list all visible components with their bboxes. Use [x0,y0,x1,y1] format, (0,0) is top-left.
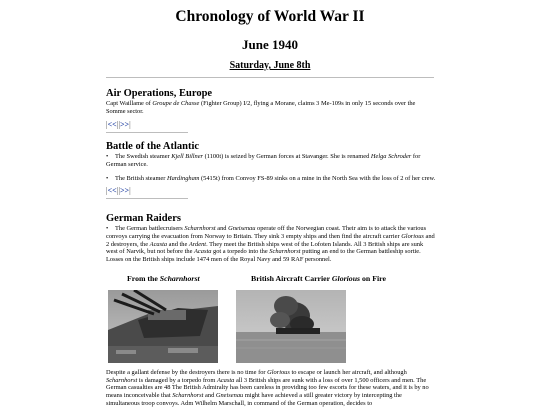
list-item: • The British steamer Hardingham (5415t) from Convoy FS-89 sinks on a mine in the North Sea with the loss of 2 of her crew. [106,174,436,182]
section-battle-atlantic [106,141,436,199]
next-link[interactable]: >> [119,186,130,196]
section-heading: Air Operations, Europe [106,88,213,99]
divider [106,77,434,78]
prev-link[interactable]: << [107,119,117,129]
list-item: • The Swedish steamer Kjell Billner (1100t) is seized by German forces at Stavanger. She is renamed Helga Schroder for German service. [106,153,421,168]
divider [106,198,188,199]
section-german-raiders [106,213,436,264]
date-heading[interactable]: Saturday, June 8th [229,60,311,71]
month-title: June 1940 [242,37,298,52]
section-heading: German Raiders [106,213,181,224]
photo-scharnhorst [108,290,218,363]
next-link[interactable]: >> [119,119,130,129]
section-air-operations [106,88,436,133]
photo-caption-left: From the Scharnhorst [127,274,200,283]
nav-arrows: |<<||>>| [106,186,131,196]
body-paragraph: Despite a gallant defense by the destroyers there is no time for Glorious to escape or launch her aircraft, and although Scharnhorst is damaged by a torpedo from Acasta all 3 British ships are sunk with a loss of over 1,500 officers and men. The German casualties are 48 The British Admiralty has been careless in providing too few escorts for these waters, and it is by no means inconceivable that Scharnhorst and Gneisenau might have achieved a still greater victory by intercepting the simultaneous troop convoys. Adm Wilhelm Marschall, in command of the German operation, decides to [106,369,429,407]
photo-glorious-on-fire [236,290,346,363]
photo-caption-right: British Aircraft Carrier Glorious on Fire [251,274,386,283]
prev-link[interactable]: << [107,186,117,196]
nav-arrows: |<<||>>| [106,119,131,129]
divider [106,132,188,133]
page-title: Chronology of World War II [175,8,365,25]
section-heading: Battle of the Atlantic [106,141,200,152]
section-text: Capt Waillame of Groupe de Chasse (Fighter Group) I/2, flying a Morane, claims 3 Me-109s in only 15 seconds over the Somme sector. [106,100,416,115]
list-item: • The German battlecruisers Scharnhorst and Gneisenau operate off the Norwegian coast. Their aim is to attack the various convoys carrying the evacuation from Norway to Britain. They sink 3 empty ships and then find the aircraft carrier Glorious and 2 destroyers, the Acasta and the Ardent. They meet the British ships west of the Lofoten Islands. All 3 British ships are sunk west of Narvik, but not before the Acasta got a torpedo into the Scharnhorst putting an end to the German battleship sortie. Losses on the British ships include 1474 men of the Royal Navy and 59 RAF personnel. [106,225,435,264]
